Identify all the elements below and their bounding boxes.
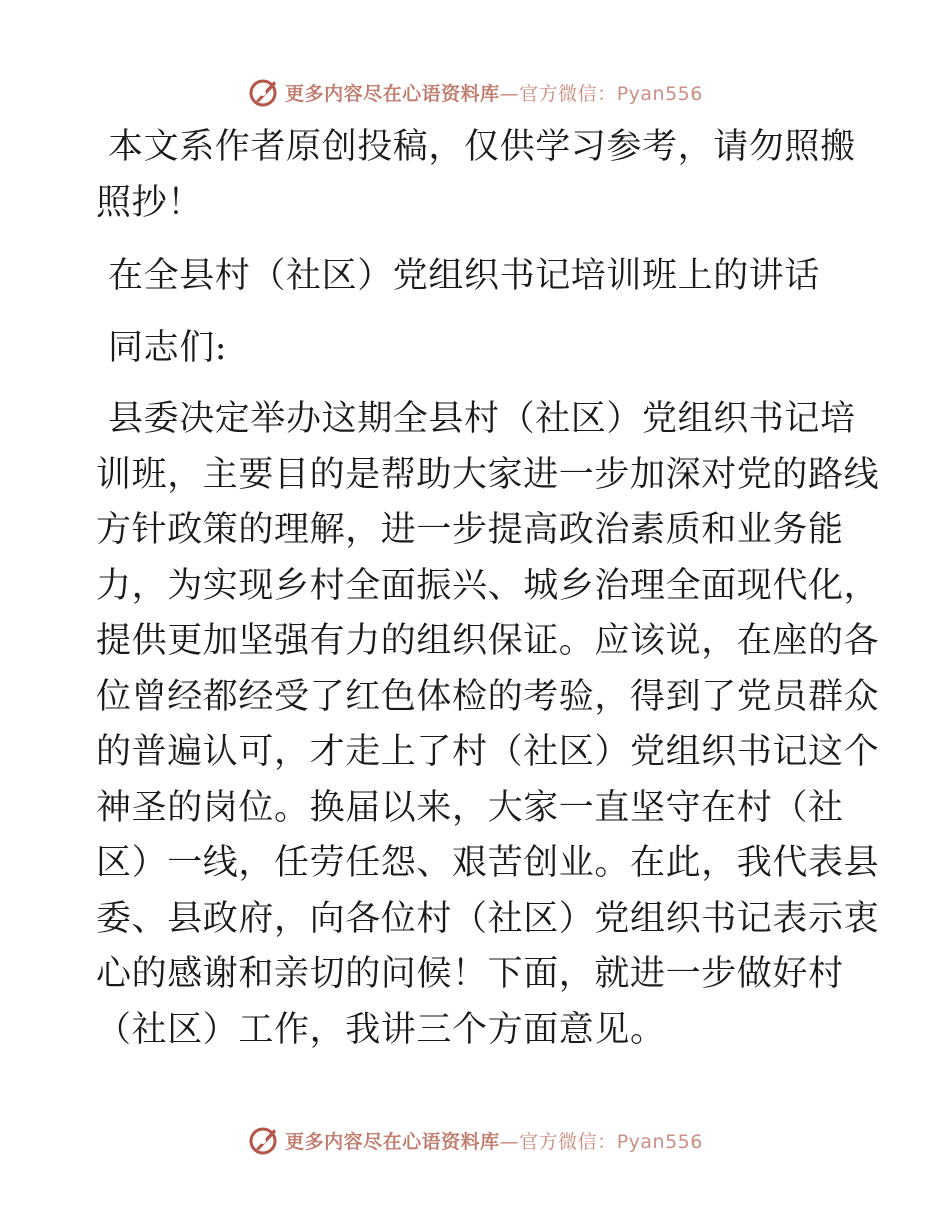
- watermark-wechat-id: Pyan556: [616, 1130, 703, 1153]
- watermark-wechat-id: Pyan556: [616, 82, 703, 105]
- document-body: [96, 120, 880, 1058]
- paragraph-line: 县委决定举办这期全县村（社区）党组织书记培: [108, 399, 856, 439]
- header-watermark: [0, 72, 950, 112]
- paragraph-line: 心的感谢和亲切的问候！下面，就进一步做好村: [96, 954, 844, 994]
- paragraph-line: 委、县政府，向各位村（社区）党组织书记表示衷: [96, 898, 880, 939]
- paragraph-line: 提供更加坚强有力的组织保证。应该说，在座的各: [96, 621, 880, 661]
- paragraph-line: 训班，主要目的是帮助大家进一步加深对党的路线: [96, 454, 880, 495]
- watermark-brand: 更多内容尽在心语资料库: [285, 82, 500, 105]
- quill-logo-icon: [247, 75, 281, 109]
- paragraph-line: （社区）工作，我讲三个方面意见。: [96, 1009, 666, 1050]
- watermark-wechat-label: 官方微信：: [519, 82, 617, 105]
- watermark-separator: —: [499, 1130, 520, 1153]
- speech-title: 在全县村（社区）党组织书记培训班上的讲话: [108, 256, 821, 296]
- paragraph-line: 的普遍认可，才走上了村（社区）党组织书记这个: [96, 732, 880, 772]
- watermark-wechat-label: 官方微信：: [519, 1130, 617, 1153]
- salutation: 同志们:: [108, 327, 228, 368]
- paragraph-line: 力，为实现乡村全面振兴、城乡治理全面现代化，: [96, 565, 880, 606]
- paragraph-line: 神圣的岗位。换届以来，大家一直坚守在村（社: [96, 787, 844, 828]
- watermark-brand: 更多内容尽在心语资料库: [285, 1130, 500, 1153]
- notice-line: 本文系作者原创投稿，仅供学习参考，请勿照搬: [108, 127, 856, 167]
- paragraph-line: 位曾经都经受了红色体检的考验，得到了党员群众: [96, 676, 880, 717]
- quill-logo-icon: [247, 1123, 281, 1157]
- footer-watermark: [0, 1120, 950, 1160]
- notice-line: 照抄！: [96, 182, 203, 223]
- watermark-separator: —: [499, 82, 520, 105]
- paragraph-line: 区）一线，任劳任怨、艰苦创业。在此，我代表县: [96, 843, 880, 883]
- paragraph-line: 方针政策的理解，进一步提高政治素质和业务能: [96, 510, 844, 550]
